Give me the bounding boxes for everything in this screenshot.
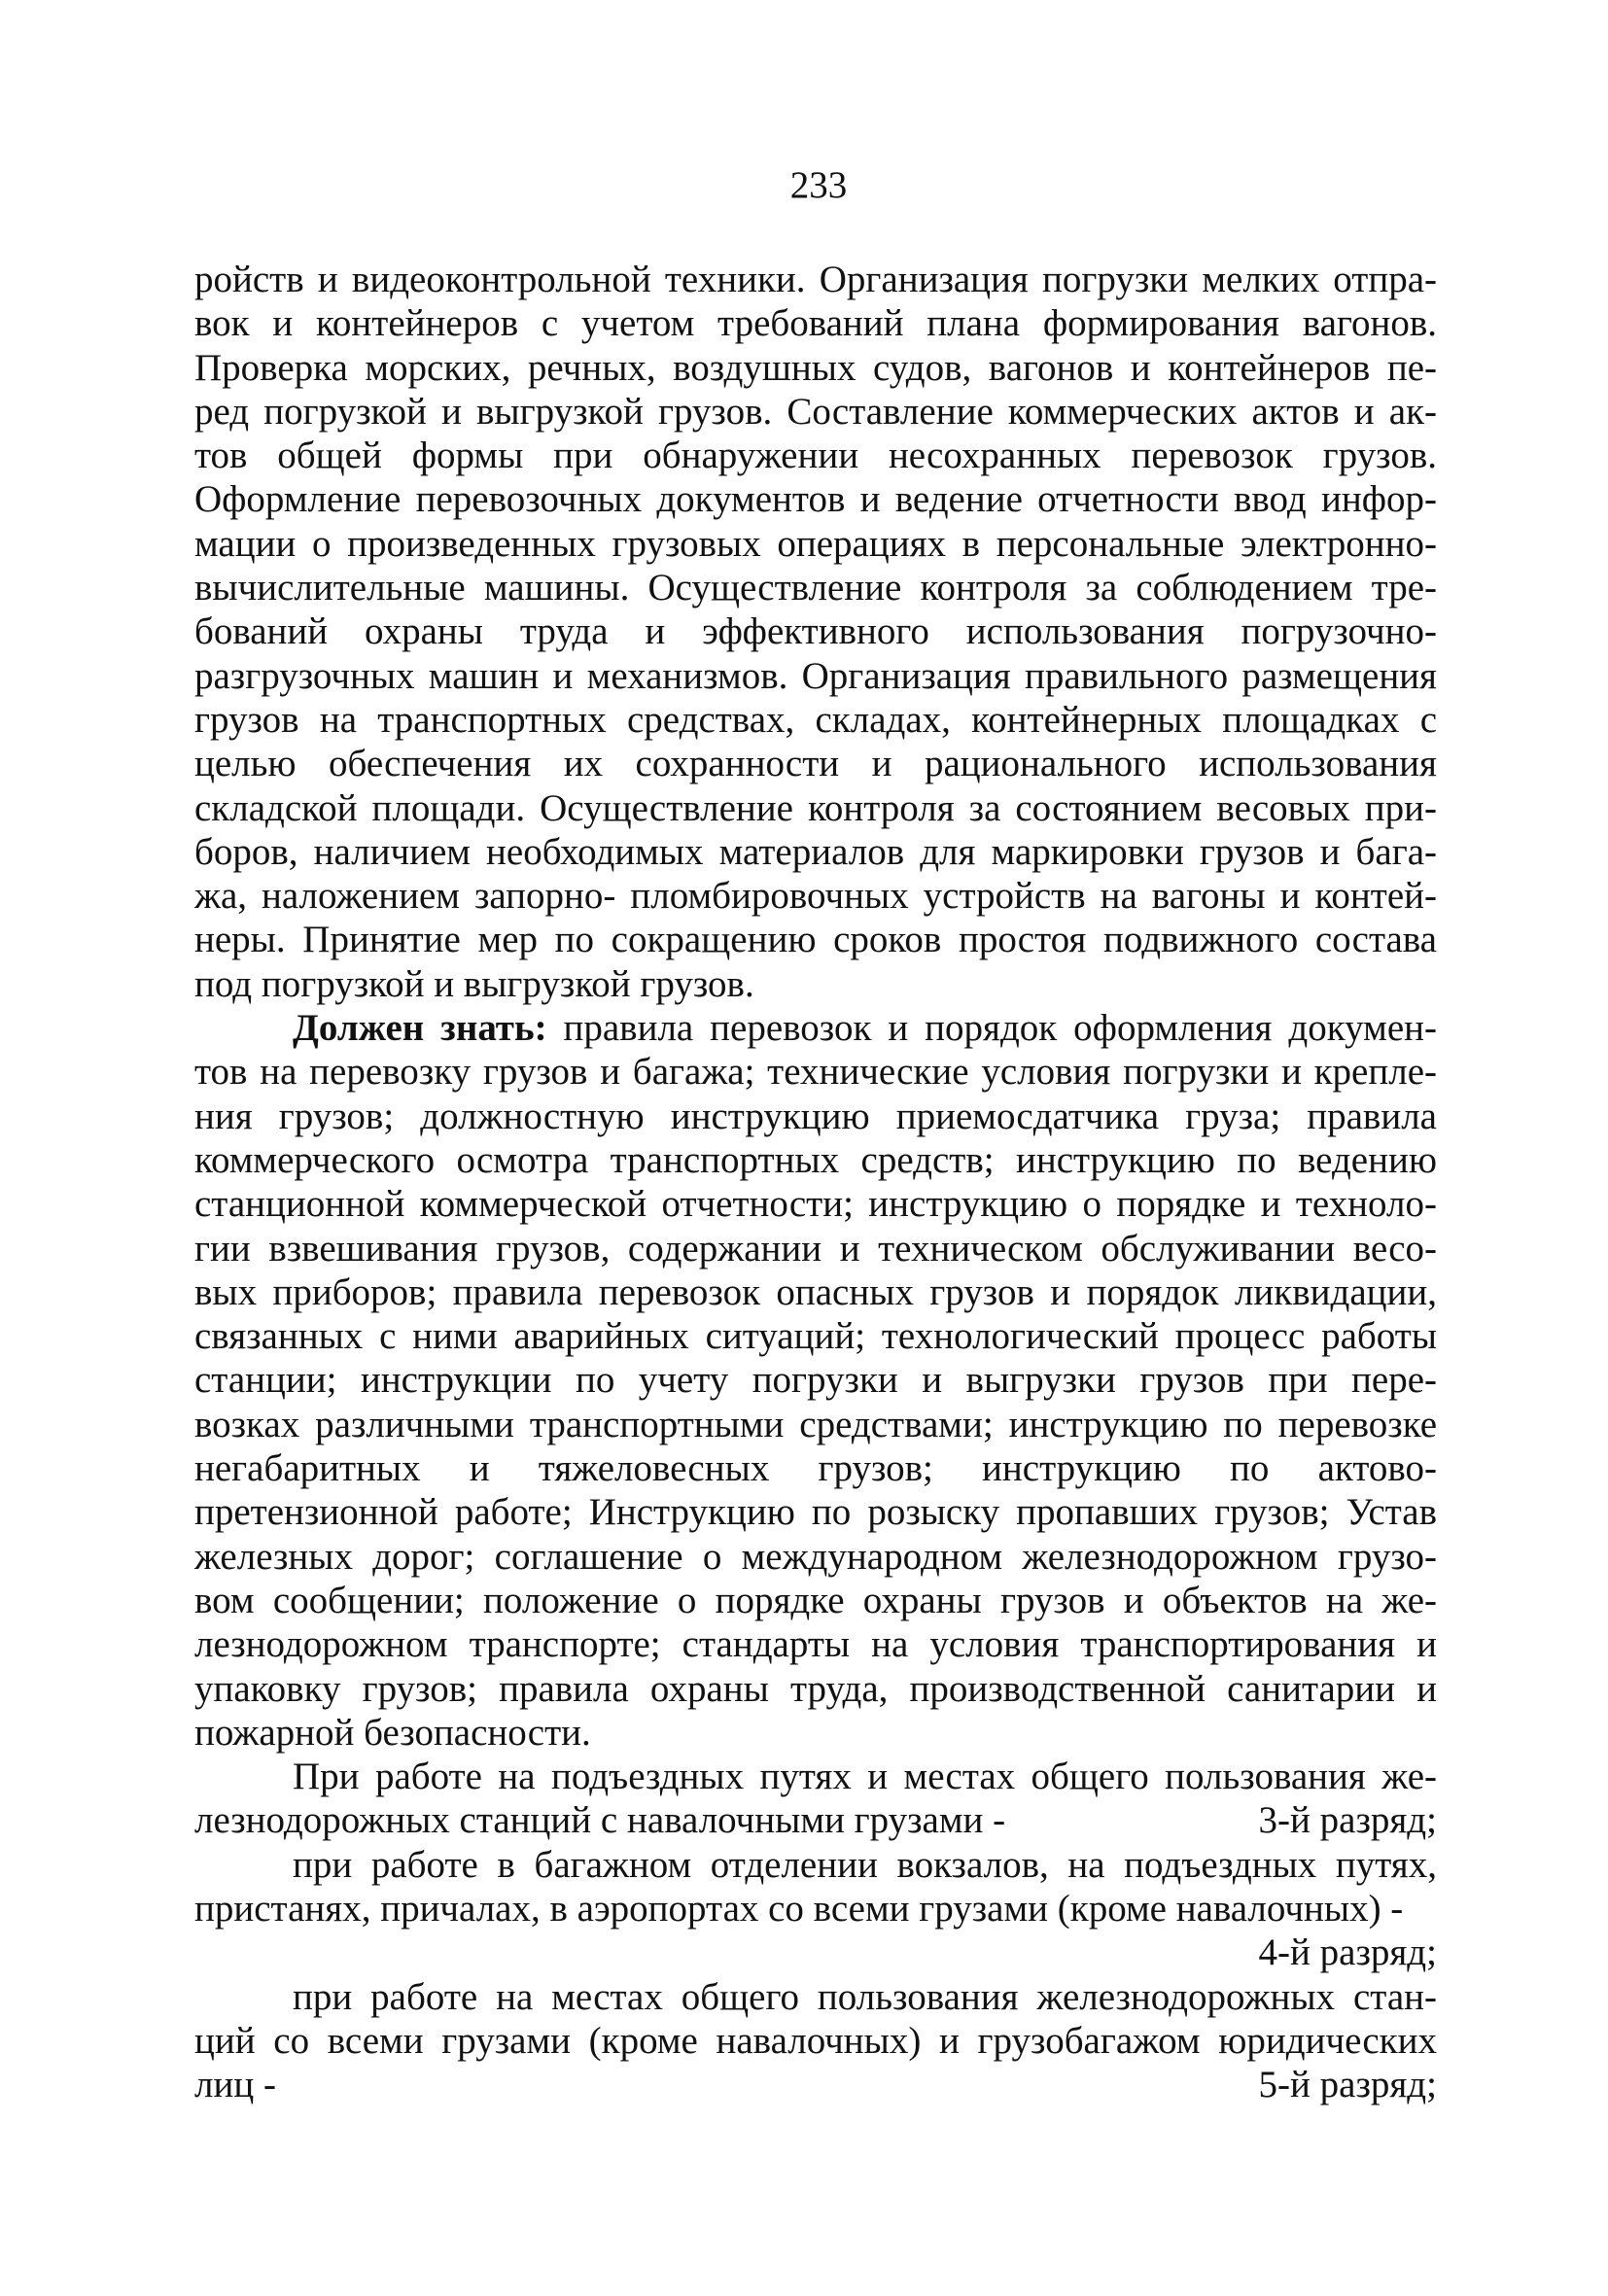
text-line: разгрузочных машин и механизмов. Организация правильного размещения xyxy=(194,654,1437,697)
grade-line xyxy=(194,2063,1437,2106)
text-line: ред погрузкой и выгрузкой грузов. Составление коммерческих актов и ак- xyxy=(194,390,1437,433)
text-line: гии взвешивания грузов, содержании и техническом обслуживании весо- xyxy=(194,1227,1437,1270)
text-line: целью обеспечения их сохранности и рационального использования xyxy=(194,743,1437,785)
text-line: мации о произведенных грузовых операциях в персональные электронно- xyxy=(194,522,1437,565)
text-line: Оформление перевозочных документов и ведение отчетности ввод инфор- xyxy=(194,478,1437,521)
text-line: жа, наложением запорно- пломбировочных устройств на вагоны и контей- xyxy=(194,875,1437,918)
grade-3-rank: 3-й разряд; xyxy=(1258,1799,1437,1842)
grade-5-block xyxy=(194,1975,1437,2107)
text-line: станционной коммерческой отчетности; инструкцию о порядке и техноло- xyxy=(194,1183,1437,1226)
grade-line xyxy=(194,1798,1437,1842)
text-line: пристанях, причалах, в аэропортах со всеми грузами (кроме навалочных) - xyxy=(194,1887,1404,1930)
paragraph-duties xyxy=(194,258,1437,1006)
text-line: вом сообщении; положение о порядке охраны грузов и объектов на же- xyxy=(194,1579,1437,1621)
grade-condition-text: лезнодорожных станций с навалочными грузами - xyxy=(194,1799,1006,1842)
text-line: вычислительные машины. Осуществление контроля за соблюдением тре- xyxy=(194,567,1437,609)
text-line: пожарной безопасности. xyxy=(194,1711,591,1754)
text-line: складской площади. Осуществление контроля за состоянием весовых при- xyxy=(194,786,1437,829)
text-line: Проверка морских, речных, воздушных судов, вагонов и контейнеров пе- xyxy=(194,346,1437,389)
text-line: грузов на транспортных средствах, складах, контейнерных площадках с xyxy=(194,698,1437,741)
grade-4-rank: 4-й разряд; xyxy=(1258,1931,1437,1974)
text-line: коммерческого осмотра транспортных средств; инструкцию по ведению xyxy=(194,1138,1437,1181)
text-line: под погрузкой и выгрузкой грузов. xyxy=(194,962,754,1005)
text-line: при работе на местах общего пользования железнодорожных стан- xyxy=(293,1975,1437,2018)
text-line: тов на перевозку грузов и багажа; технические условия погрузки и крепле- xyxy=(194,1051,1437,1094)
text-line: вок и контейнеров с учетом требований плана формирования вагонов. xyxy=(194,302,1437,345)
text-line: претензионной работе; Инструкцию по розыску пропавших грузов; Устав xyxy=(194,1491,1437,1534)
grade-condition-text: лиц - xyxy=(194,2064,276,2106)
body-text xyxy=(194,258,1437,2106)
text-line: станции; инструкции по учету погрузки и выгрузки грузов при пере- xyxy=(194,1359,1437,1402)
grade-5-rank: 5-й разряд; xyxy=(1258,2064,1437,2106)
text-line: связанных с ними аварийных ситуаций; технологический процесс работы xyxy=(194,1315,1437,1358)
text-line: железных дорог; соглашение о международном железнодорожном грузо- xyxy=(194,1535,1437,1578)
text-line: ния грузов; должностную инструкцию приемосдатчика груза; правила xyxy=(194,1095,1437,1137)
must-know-lead-text: правила перевозок и порядок оформления докумен- xyxy=(546,1007,1437,1050)
grade-4-block xyxy=(194,1843,1437,1975)
page-number: 233 xyxy=(789,164,848,206)
text-line: При работе на подъездных путях и местах общего пользования же- xyxy=(293,1756,1437,1798)
text-line: боров, наличием необходимых материалов для маркировки грузов и бага- xyxy=(194,830,1437,873)
paragraph-must-know xyxy=(194,1006,1437,1755)
text-line: возках различными транспортными средствами; инструкцию по перевозке xyxy=(194,1403,1437,1445)
text-line: вых приборов; правила перевозок опасных грузов и порядок ликвидации, xyxy=(194,1270,1437,1313)
text-line: тов общей формы при обнаружении несохранных перевозок грузов. xyxy=(194,435,1437,477)
text-line: негабаритных и тяжеловесных грузов; инструкцию по актово- xyxy=(194,1447,1437,1490)
text-line-lead xyxy=(194,1006,1437,1050)
text-line: ций со всеми грузами (кроме навалочных) и грузобагажом юридических xyxy=(194,2019,1437,2062)
text-line: бований охраны труда и эффективного использования погрузочно- xyxy=(194,610,1437,653)
text-line: ройств и видеоконтрольной техники. Организация погрузки мелких отпра- xyxy=(194,259,1437,300)
text-line: упаковку грузов; правила охраны труда, производственной санитарии и xyxy=(194,1667,1437,1710)
text-line: при работе в багажном отделении вокзалов, на подъездных путях, xyxy=(293,1843,1437,1886)
grade-3-block xyxy=(194,1755,1437,1843)
must-know-label: Должен знать: xyxy=(293,1007,547,1050)
text-line: лезнодорожном транспорте; стандарты на условия транспортирования и xyxy=(194,1623,1437,1666)
text-line: неры. Принятие мер по сокращению сроков простоя подвижного состава xyxy=(194,919,1437,961)
